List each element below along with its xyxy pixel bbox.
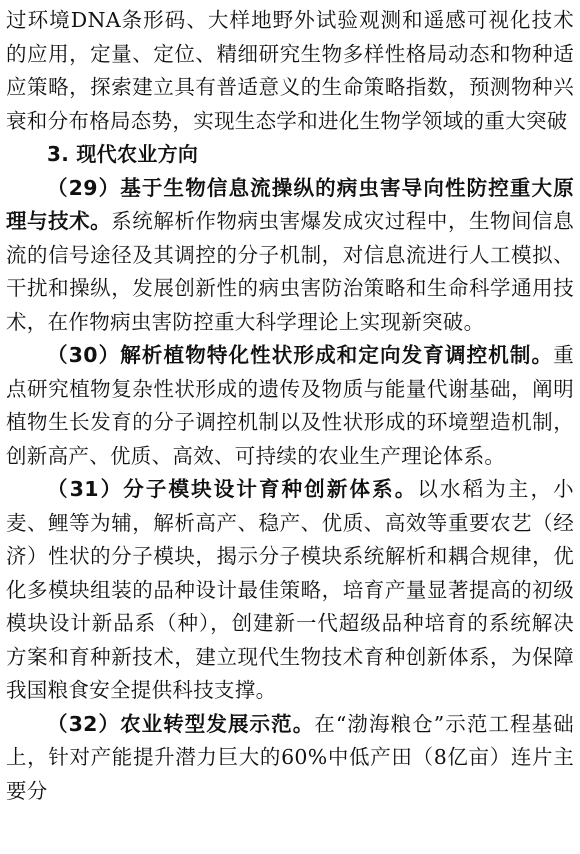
item-30-title: （30）解析植物特化性状形成和定向发育调控机制。 bbox=[47, 343, 554, 367]
item-32-title: （32）农业转型发展示范。 bbox=[47, 711, 315, 736]
section-heading: 3. 现代农业方向 bbox=[47, 142, 199, 166]
item-31-title: （31）分子模块设计育种创新体系。 bbox=[47, 477, 418, 501]
item-30-body: 重点研究植物复杂性状形成的遗传及物质与能量代谢基础，阐明植物生长发育的分子调控机制以及性状形成的环境塑造机制，创新高产、优质、高效、可持续的农业生产理论体系。 bbox=[6, 343, 574, 468]
item-32-paragraph bbox=[6, 708, 574, 809]
item-29-title: （29）基于生物信息流操纵的病虫害导向性防控重大原理与技术。 bbox=[6, 175, 574, 233]
item-29-paragraph bbox=[6, 172, 574, 340]
item-30-paragraph bbox=[6, 339, 574, 473]
item-31-body: 以水稻为主，小麦、鲤等为辅，解析高产、稳产、优质、高效等重要农艺（经济）性状的分子模块，揭示分子模块系统解析和耦合规律，优化多模块组装的品种设计最佳策略，培育产量显著提高的初级模块设计新品系（种），创建新一代超级品种培育的系统解决方案和育种新技术，建立现代生物技术育种创新体系，为保障我国粮食安全提供科技支撑。 bbox=[6, 477, 574, 702]
item-31-paragraph bbox=[6, 473, 574, 708]
intro-paragraph: 过环境DNA条形码、大样地野外试验观测和遥感可视化技术的应用，定量、定位、精细研究生物多样性格局动态和物种适应策略，探索建立具有普适意义的生命策略指数，预测物种兴衰和分布格局态势，实现生态学和进化生物学领域的重大突破 bbox=[6, 8, 574, 133]
item-29-body: 系统解析作物病虫害爆发成灾过程中，生物间信息流的信号途径及其调控的分子机制，对信息流进行人工模拟、干扰和操纵，发展创新性的病虫害防治策略和生命科学通用技术，在作物病虫害防控重大科学理论上实现新突破。 bbox=[6, 209, 574, 334]
item-32-body: 在“渤海粮仓”示范工程基础上，针对产能提升潜力巨大的60%中低产田（8亿亩）连片主要分 bbox=[6, 711, 574, 803]
